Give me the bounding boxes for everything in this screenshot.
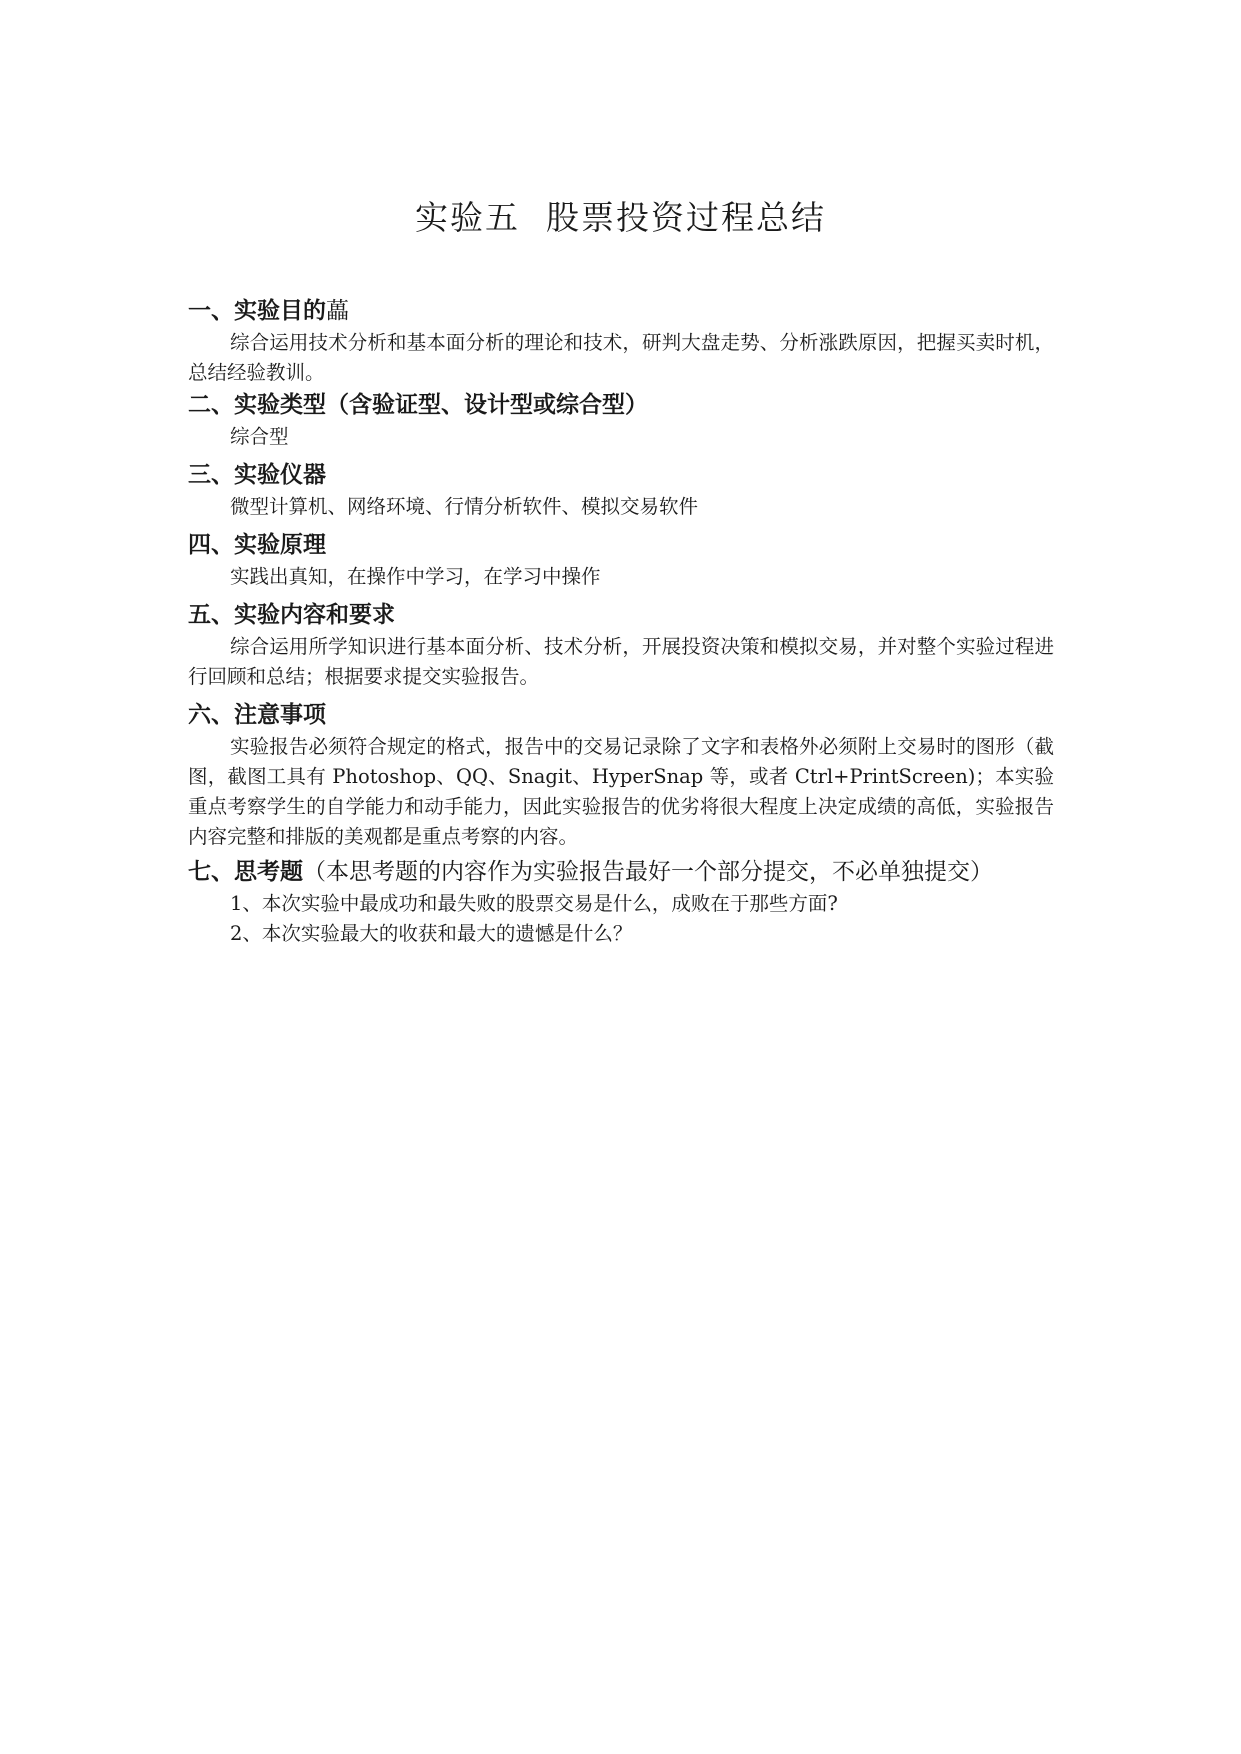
section-paragraph: 综合运用技术分析和基本面分析的理论和技术，研判大盘走势、分析涨跌原因，把握买卖时机，总结经验教训。 <box>188 331 1054 384</box>
section-paragraph: 实践出真知，在操作中学习，在学习中操作 <box>230 565 601 588</box>
section-heading <box>188 855 1054 889</box>
section-type <box>188 388 1054 452</box>
heading-text: 一、实验目的 <box>188 298 326 324</box>
section-notes <box>188 698 1054 852</box>
section-heading: 六、注意事项 <box>188 702 326 728</box>
section-principle <box>188 528 1054 592</box>
document-title <box>0 198 1241 238</box>
section-heading <box>188 294 1054 328</box>
section-questions <box>188 855 1054 949</box>
section-purpose <box>188 294 1054 388</box>
question-item: 2、本次实验最大的收获和最大的遗憾是什么？ <box>230 922 633 945</box>
question-item: 1、本次实验中最成功和最失败的股票交易是什么，成败在于那些方面? <box>230 892 838 915</box>
section-heading: 三、实验仪器 <box>188 462 326 488</box>
section-paragraph: 微型计算机、网络环境、行情分析软件、模拟交易软件 <box>230 495 699 518</box>
section-paragraph: 实验报告必须符合规定的格式，报告中的交易记录除了文字和表格外必须附上交易时的图形（截图，截图工具有 Photoshop、QQ、Snagit、HyperSnap 等，或者 Ctrl+PrintScreen)；本实验重点考察学生的自学能力和动手能力，因此实验报告的优劣将很大程度上决定成绩的高低，实验报告内容完整和排版的美观都是重点考察的内容。 <box>188 735 1054 848</box>
section-heading: 二、实验类型（含验证型、设计型或综合型） <box>188 392 648 418</box>
section-heading: 四、实验原理 <box>188 532 326 558</box>
heading-text: 七、思考题 <box>188 859 303 885</box>
heading-tail: （本思考题的内容作为实验报告最好一个部分提交，不必单独提交） <box>303 859 993 885</box>
section-content-requirements <box>188 598 1054 692</box>
title-part-1: 实验五 <box>415 198 520 237</box>
heading-tail: 藟 <box>326 298 349 324</box>
title-part-2: 股票投资过程总结 <box>546 198 826 237</box>
document-body <box>188 294 1054 949</box>
section-instruments <box>188 458 1054 522</box>
section-paragraph: 综合型 <box>230 425 289 448</box>
section-heading: 五、实验内容和要求 <box>188 602 395 628</box>
section-paragraph: 综合运用所学知识进行基本面分析、技术分析，开展投资决策和模拟交易，并对整个实验过程进行回顾和总结；根据要求提交实验报告。 <box>188 635 1054 688</box>
